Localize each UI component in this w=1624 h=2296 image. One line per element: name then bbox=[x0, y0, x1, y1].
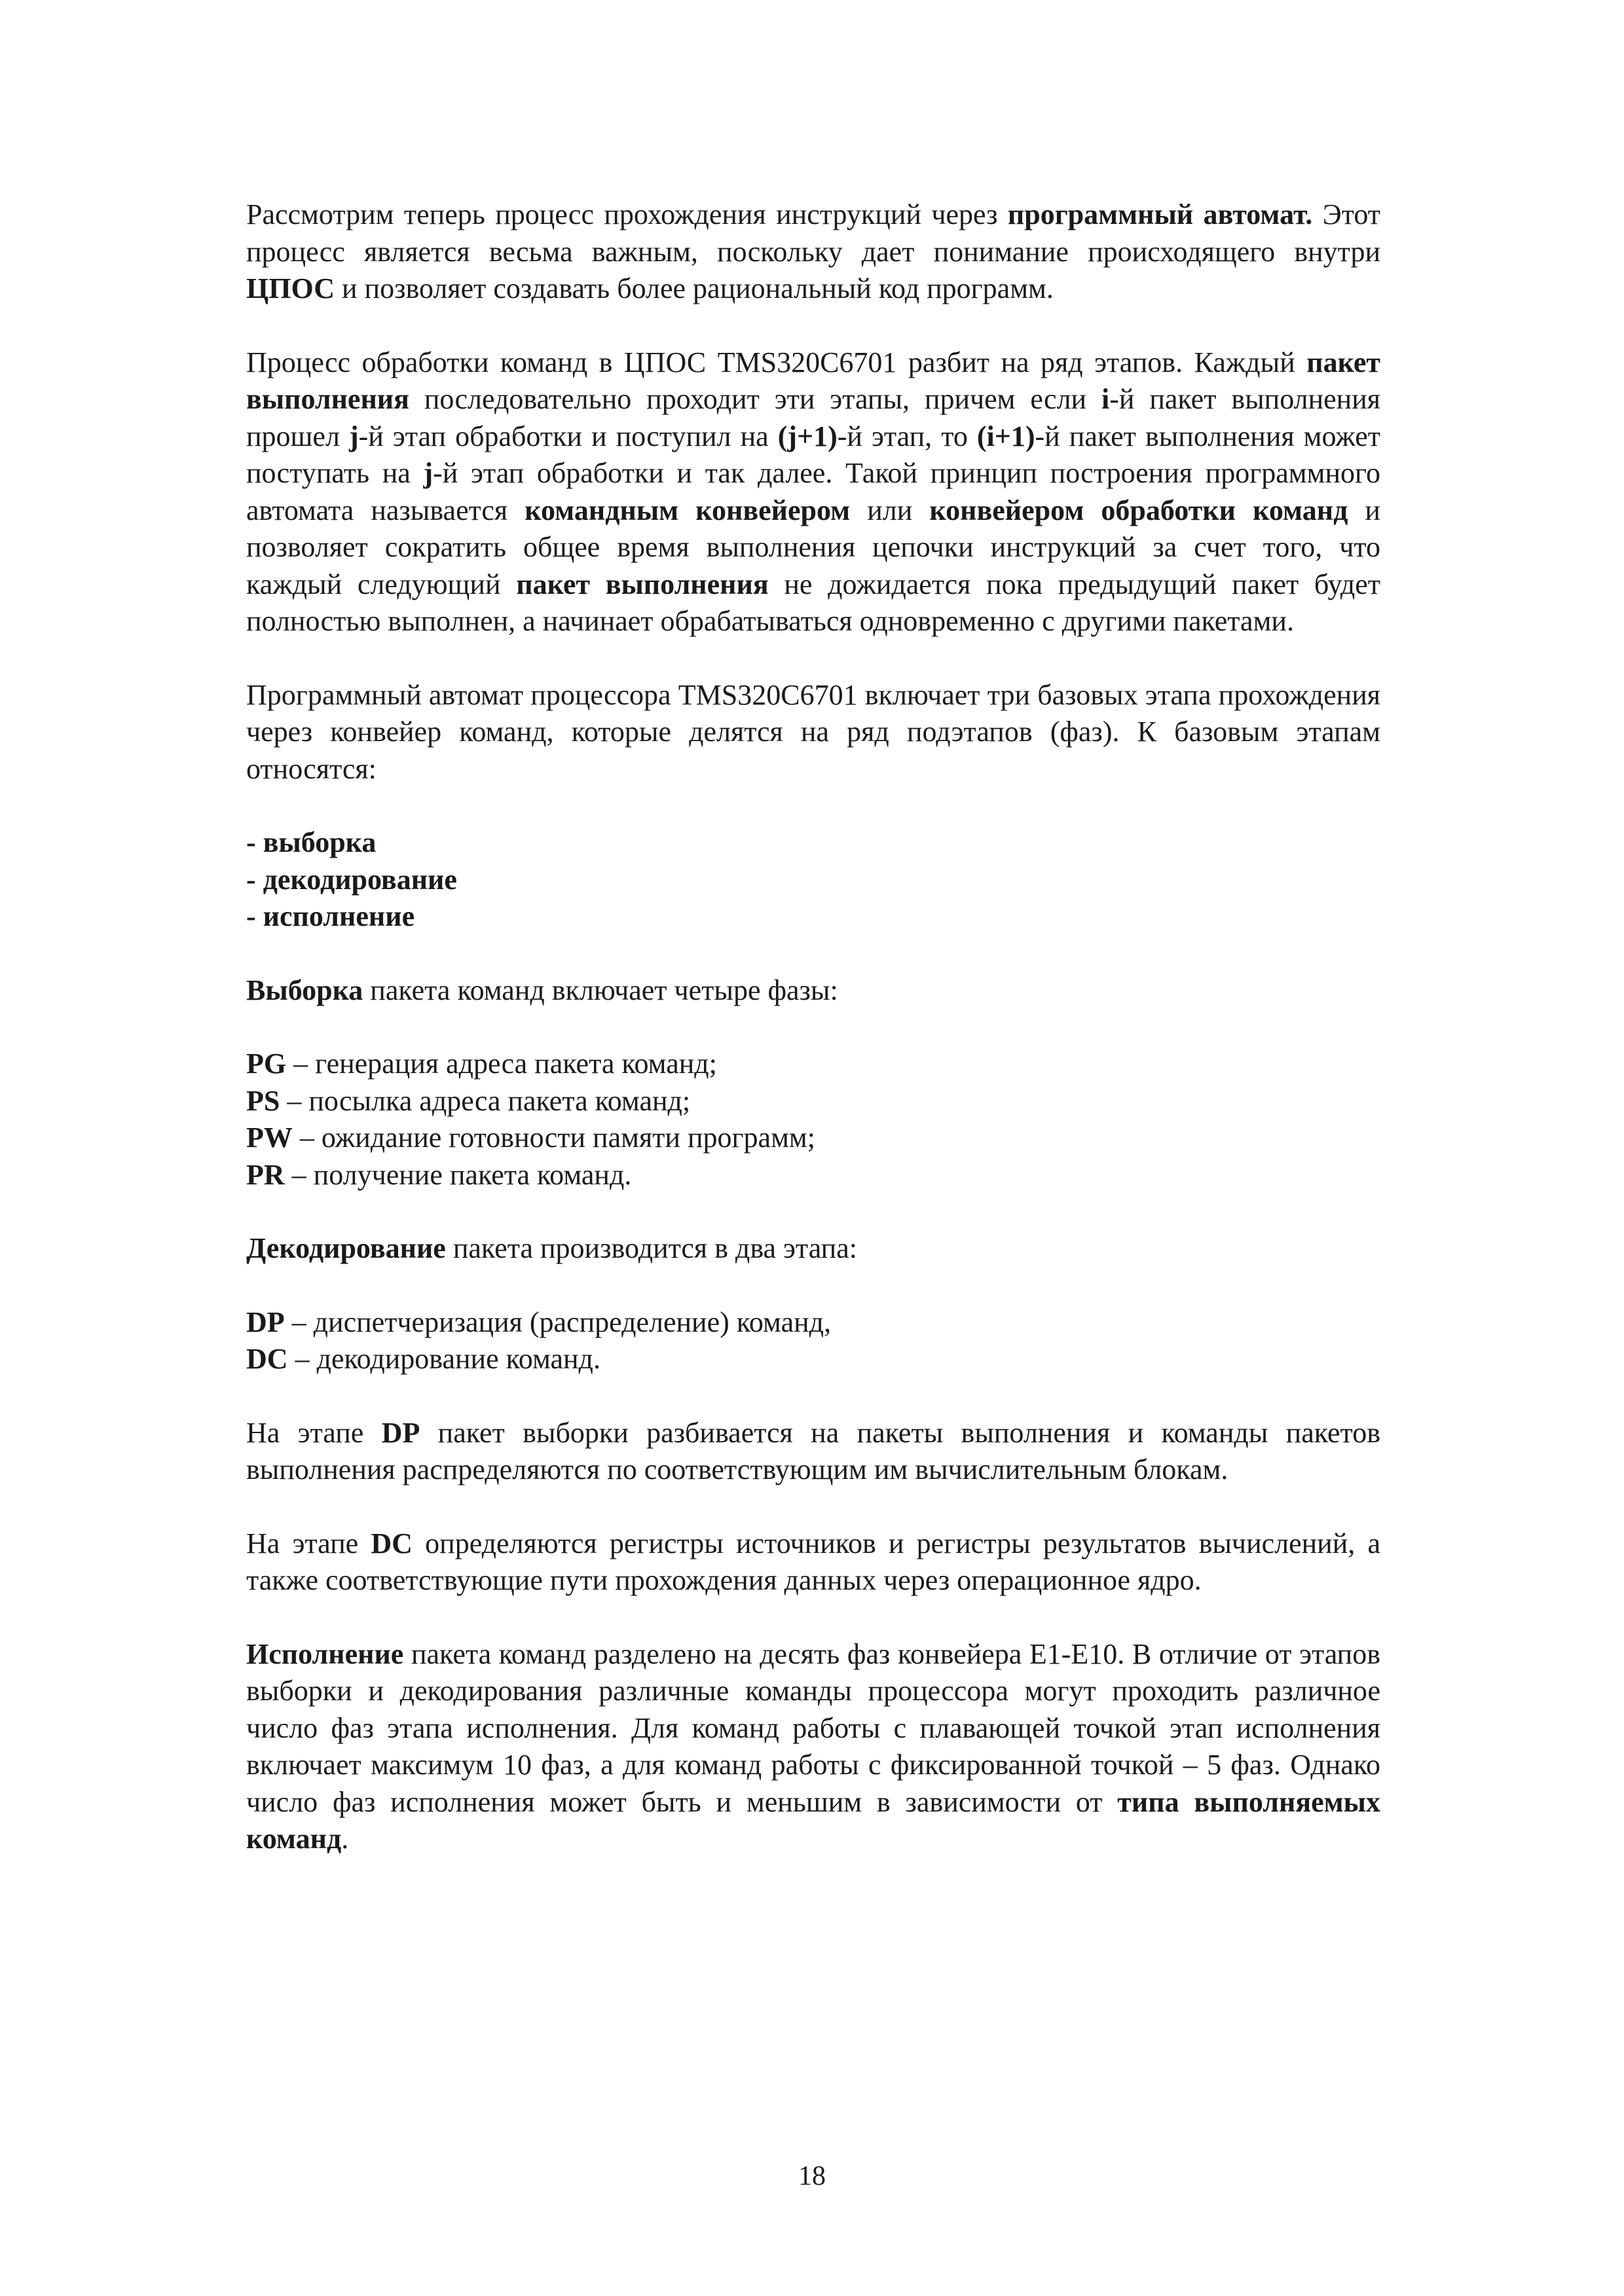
stage-item-fetch: - выборка bbox=[246, 826, 377, 858]
decode-phase-dc: DC – декодирование команд. bbox=[246, 1343, 600, 1375]
fetch-phase-pw: PW – ожидание готовности памяти программ; bbox=[246, 1121, 815, 1154]
document-page bbox=[246, 196, 1380, 1858]
fetch-phase-pr: PR – получение пакета команд. bbox=[246, 1158, 632, 1191]
stage-list bbox=[246, 824, 1380, 936]
stage-item-execute: - исполнение bbox=[246, 900, 415, 932]
fetch-phase-ps: PS – посылка адреса пакета команд; bbox=[246, 1084, 691, 1117]
decode-phase-list bbox=[246, 1304, 1380, 1378]
paragraph-pipeline: Процесс обработки команд в ЦПОС TMS320C6701 разбит на ряд этапов. Каждый пакет выполнения последовательно проходит эти этапы, причем если i-й пакет выполнения прошел j-й этап обработки и поступил на (j+1)-й этап, то (i+1)-й пакет выполнения может поступать на j-й этап обработки и так далее. Такой принцип построения программного автомата называется командным конвейером или конвейером обработки команд и позволяет сократить общее время выполнения цепочки инструкций за счет того, что каждый следующий пакет выполнения не дожидается пока предыдущий пакет будет полностью выполнен, а начинает обрабатываться одновременно с другими пакетами. bbox=[246, 346, 1381, 637]
paragraph-decode-heading: Декодирование пакета производится в два этапа: bbox=[246, 1232, 857, 1264]
paragraph-fetch-heading: Выборка пакета команд включает четыре фазы: bbox=[246, 974, 838, 1006]
paragraph-intro: Рассмотрим теперь процесс прохождения инструкций через программный автомат. Этот процесс является весьма важным, поскольку дает понимание происходящего внутри ЦПОС и позволяет создавать более рациональный код программ. bbox=[246, 198, 1381, 304]
paragraph-base-stages: Программный автомат процессора TMS320C6701 включает три базовых этапа прохождения через конвейер команд, которые делятся на ряд подэтапов (фаз). К базовым этапам относятся: bbox=[246, 678, 1380, 785]
fetch-phase-pg: PG – генерация адреса пакета команд; bbox=[246, 1048, 717, 1080]
paragraph-execution: Исполнение пакета команд разделено на десять фаз конвейера E1-E10. В отличие от этапов выборки и декодирования различные команды процессора могут проходить различное число фаз этапа исполнения. Для команд работы с плавающей точкой этап исполнения включает максимум 10 фаз, а для команд работы с фиксированной точкой – 5 фаз. Однако число фаз исполнения может быть и меньшим в зависимости от типа выполняемых команд. bbox=[246, 1637, 1380, 1855]
page-number: 18 bbox=[798, 2161, 826, 2191]
fetch-phase-list bbox=[246, 1046, 1380, 1194]
decode-phase-dp: DP – диспетчеризация (распределение) команд, bbox=[246, 1305, 832, 1338]
stage-item-decode: - декодирование bbox=[246, 863, 457, 896]
paragraph-dp-stage: На этапе DP пакет выборки разбивается на пакеты выполнения и команды пакетов выполнения распределяются по соответствующим им вычислительным блокам. bbox=[246, 1416, 1380, 1485]
paragraph-dc-stage: На этапе DC определяются регистры источников и регистры результатов вычислений, а также соответствующие пути прохождения данных через операционное ядро. bbox=[246, 1527, 1381, 1596]
